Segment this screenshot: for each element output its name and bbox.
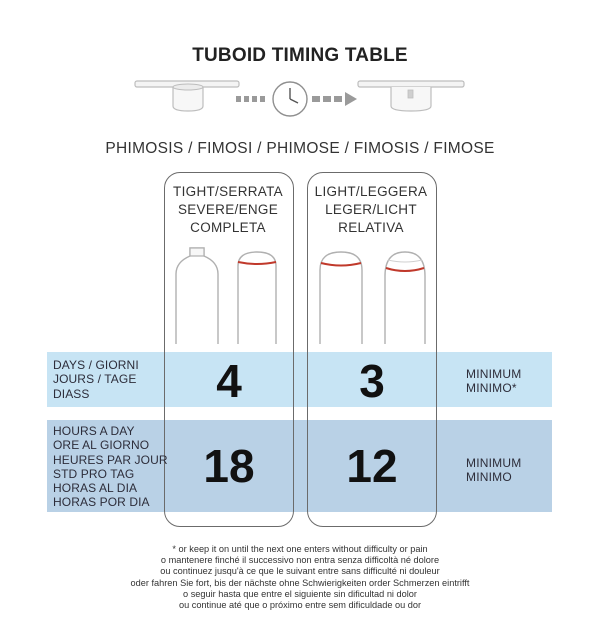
column-header-line: LEGER/LICHT bbox=[325, 202, 417, 217]
clock-icon bbox=[270, 79, 310, 119]
column-header-line: SEVERE/ENGE bbox=[177, 202, 279, 217]
days-value-light: 3 bbox=[359, 355, 385, 407]
light-glans-icon bbox=[316, 244, 366, 344]
footnote-line: ou continue até que o próximo entre sem dificuldade ou dor bbox=[178, 600, 422, 611]
days-row-label bbox=[53, 358, 139, 401]
column-header-line: COMPLETA bbox=[190, 220, 266, 235]
dashed-arrow-icon bbox=[310, 92, 360, 106]
tight-glans-icon bbox=[172, 244, 222, 344]
days-value-tight: 4 bbox=[216, 355, 242, 407]
row-label-line: HORAS AL DIA bbox=[53, 481, 138, 496]
hours-value-light: 12 bbox=[346, 440, 398, 492]
light-glans-icon bbox=[380, 244, 430, 344]
row-label-line: JOURS / TAGE bbox=[53, 372, 137, 387]
days-min-label bbox=[466, 367, 521, 395]
footnote-line: ou continuez jusqu'à ce que le suivant entre sans difficulté ni douleur bbox=[160, 566, 440, 577]
column-light-header bbox=[301, 183, 441, 237]
column-tight-header bbox=[158, 183, 298, 237]
subtitle: PHIMOSIS / FIMOSI / PHIMOSE / FIMOSIS / FIMOSE bbox=[105, 140, 495, 157]
column-header-line: RELATIVA bbox=[338, 220, 404, 235]
row-label-line: DIASS bbox=[53, 386, 90, 401]
tight-glans-icon bbox=[232, 244, 282, 344]
footnote-line: oder fahren Sie fort, bis der nächste ohne Schwierigkeiten order Schmerzen eintrifft bbox=[130, 577, 470, 588]
tuboid-after-icon bbox=[356, 78, 468, 118]
page-title: TUBOID TIMING TABLE bbox=[192, 45, 408, 66]
row-label-line: HOURS A DAY bbox=[53, 424, 135, 438]
hours-min-label bbox=[466, 456, 521, 484]
footnote-line: * or keep it on until the next one enters without difficulty or pain bbox=[172, 544, 428, 554]
min-label-line: MINIMUM bbox=[466, 367, 522, 381]
row-label-line: HORAS POR DIA bbox=[53, 495, 150, 510]
min-label-line: MINIMUM bbox=[466, 456, 522, 470]
hours-value-tight: 18 bbox=[203, 440, 255, 492]
min-label-line: MINIMO bbox=[466, 470, 512, 484]
footnote-line: o mantenere finché il successivo non entra senza difficoltà né dolore bbox=[160, 555, 440, 566]
min-label-line: MINIMO* bbox=[466, 381, 517, 395]
row-label-line: STD PRO TAG bbox=[53, 466, 135, 481]
row-label-line: DAYS / GIORNI bbox=[53, 358, 139, 372]
dashed-arrow-icon bbox=[236, 92, 272, 106]
row-label-line: ORE AL GIORNO bbox=[53, 438, 150, 453]
footnote bbox=[0, 544, 600, 611]
column-header-line: LIGHT/LEGGERA bbox=[314, 184, 428, 199]
tuboid-before-icon bbox=[133, 78, 243, 118]
hours-row-label bbox=[53, 424, 168, 510]
footnote-line: o seguir hasta que entre el siguiente sin dificultad ni dolor bbox=[183, 588, 417, 599]
column-header-line: TIGHT/SERRATA bbox=[173, 184, 283, 199]
row-label-line: HEURES PAR JOUR bbox=[53, 452, 168, 467]
